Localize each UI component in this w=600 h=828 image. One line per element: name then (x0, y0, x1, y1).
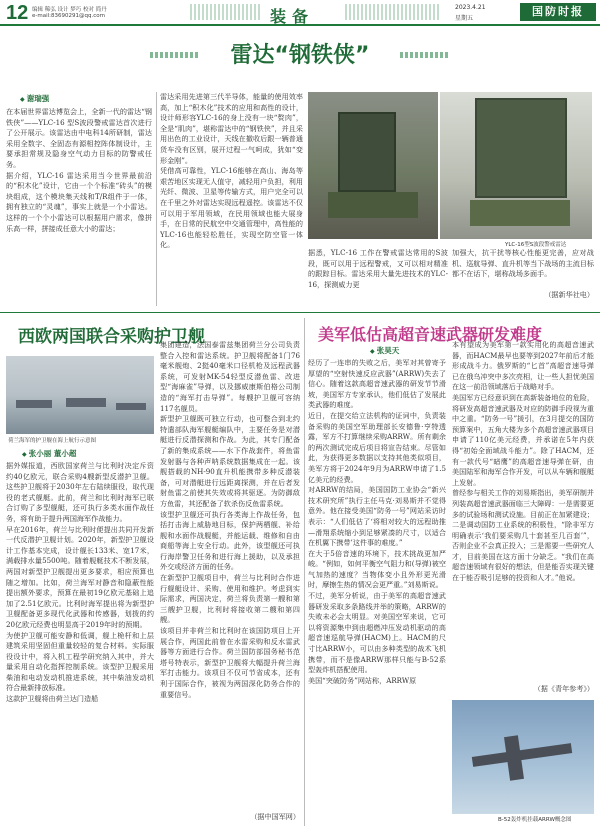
header-decoration (190, 4, 260, 20)
article3-column-1: 经历了一连串的失败之后，美军对其曾寄予厚望的“空射快速反应武器”(ARRW)失去了信心。随着这款高超音速武器的研发节节滑坡，美国军方专家承认，他们低估了发展此类武器的难度。 近日，在提交给立法机构的证词中，负责装备采购的美国空军助理部长安德鲁·亨特透露，军方不打算继续采购ARRW。所有剩余的两次测试完成后项目将宣告结束。尽管如此，为获得更多数据以支持其他类似项目，美军方将于2024年9月为ARRW申请了1.5亿美元的经费。 对ARRW的结局，美国国防工业协会“新兴技术研究所”执行主任马克·刘易斯并不觉得意外。他在接受美国“防务一号”网站采访时表示：“人们低估了‘将相对较大的远程助推—滑翔系统缩小到足够紧凑的尺寸，以适合在机翼下携带’这件事的难度。” 在大于5倍音速的环境下，技术挑战更加严峻。“例如，如何平衡空气阻力和(导弹)被空气加热的速度？当物体变小且外形更光滑时，摩擦生热的情况会更严重。”刘易斯说。 不过，美军分析说，由于美军的高超音速武器研发采取多条路线并举的策略，ARRW的失败未必会太明显。对美国空军来说，它可以将资源集中到由超燃冲压发动机驱动的高超音速巡航导弹(HACM)上。HACM的尺寸比ARRW小，可以由多种类型的战术飞机携带，而不是像ARRW那样只能与B-52系型轰炸机搭配使用。 美国“突破防务”网站称，ARRW原 (308, 358, 446, 685)
article3-author: ◆ 张昊天 (370, 345, 399, 356)
frigate-photo (6, 356, 154, 434)
radar-photo-2 (440, 92, 592, 239)
bomber-photo (452, 700, 594, 814)
article2-title: 西欧两国联合采购护卫舰 (18, 327, 205, 347)
article1-photo-caption: YLC-16型S波段警戒雷达 (505, 242, 567, 248)
article1-author: ◆ 谢瑞强 (20, 93, 49, 104)
radar-panel (338, 112, 396, 192)
radar-truck (470, 200, 570, 226)
article2-author: ◆ 张小丽 董小超 (22, 448, 76, 459)
ship-silhouette (116, 403, 146, 410)
ship-silhouette (16, 400, 52, 408)
article2-column-1: 据外媒报道，西欧国家荷兰与比利时决定斥资约40亿欧元，联合采购4艘新型反潜护卫舰。这些护卫舰将于2030年左右陆续服役，取代现役的老式舰艇。此前，荷兰和比利时海军已联合订购了多型舰艇，还可执行多类水面作战任务，将有助于提升两国海军作战能力。 早在2016年，荷兰与比利时便提出共同开发新一代反潜护卫舰计划。2020年，新型护卫舰设计工作基本完成，设计舰长133米、宽17米，满载排水量5500吨。随着舰艇技术不断发展，两国对新型护卫舰提出更多要求，相应预算也随之增加。比如，荷兰海军对静音和隐蔽性能提出额外要求，预算在最初19亿欧元基础上追加了2.51亿欧元。比利时海军提出将为新型护卫舰配备更多现代化武器和传感器，划拨的约20亿欧元经费也明显高于2019年时的预期。 为使护卫舰可能安静和低调，舰上桅杆和上层建筑采用坚固但重量较轻的复合材料。实际服役设计中，将入机工程学研究纳入其中，并大量采用自动化指挥控制系统。该型护卫舰采用柴油和电动发动机推进系统，其中柴油发动机符合最新排放标准。 这款护卫舰将由荷兰达门造船 (6, 461, 154, 704)
article1-column-2: 雷达采用先进第三代半导体，能量的使用效率高，加上“积木化”技术的应用和高性的设计，设计师形容YLC-16的身上没有一块“赘肉”，全是“肌肉”，堪称雷达中的“钢铁侠”，并且采用出色的工业设计，天线在撤收后跟一辆普通货车没有区别，展开过程一气呵成，犹如“变形金刚”。 凭借高可靠性，YLC-16能够在高山、海岛等艰苦地区实现无人值守，减轻用户负担，利用光纤、微波、卫星等传输方式，用户完全可以在千里之外对雷达实现远程遥控。该雷达不仅可以用于军用领域，在民用领域也能大展身手，在日常的民航空中交通管理中，高性能的YLC-16也能轻松胜任，实现空防空管一体化。 (160, 92, 303, 250)
radar-panel (475, 98, 567, 198)
article2-photo-caption: 荷兰海军的护卫舰在海上航行示意图 (8, 438, 97, 444)
page-number: 12 (6, 2, 29, 24)
ship-silhouette (66, 398, 106, 407)
radar-truck (328, 192, 418, 218)
column-divider (304, 318, 305, 826)
radar-photo-1 (308, 92, 438, 239)
article3-title: 美军低估高超音速武器研发难度 (318, 325, 543, 344)
section-divider (0, 312, 600, 313)
bomber-silhouette (472, 743, 572, 767)
article1-column-3: 据悉，YLC-16 工作在警戒雷达常用的S波段，既可以用于远程警戒，又可以相对精准的跟踪目标。雷达采用大量先进技术的YLC-16，探测威力更 (308, 248, 448, 289)
article1-source: （据新华社电） (544, 290, 594, 299)
issue-date: 2023.4.21 (455, 4, 486, 11)
article3-column-2: 本有望成为美军第一款实用化的高超音速武器，而HACM最早也要等到2027年前后才能形成战斗力。俄罗斯的“匕首”高超音速导弹已在俄乌冲突中多次亮相，让一些人担忧美国在这一前沿领域落后于战略对手。 美国军方已经意识到在高新装备地位的危险，将研发高超音速武器及对应的防御手段视为重中之重。“防务一号”援引，在3月提交的国防预算案中，五角大楼为多个高超音速武器项目申请了110亿美元经费，并承诺在5年内获得“初始全面域战斗能力”。除了HACM，还有一款代号“暗鹰”的高超音速导弹在研，由美国陆军和海军合作开发，可以从车辆和舰艇上发射。 曾经参与相关工作的刘易斯指出，美军研制并列装高超音速武器面临三大障碍：一是需要更多的试验场和测试设施。目前正在加紧建设；二是调动国防工业系统的积极性，“除非军方明确表示‘我们要采购几十套甚至几百套’”，否则企业不会真正投入；三是需要一些研究人才，目前美国在这方面十分缺乏。“我们在高超音速领域有很好的想法，但是能否实现关键在于能否吸引足够的投资和人才。”他说。 (452, 340, 594, 583)
article2-source: （据中国军网） (250, 812, 300, 821)
email-line: e-mail:83690291@qq.com (32, 13, 105, 19)
article1-title: 雷达“钢铁侠” (230, 43, 370, 68)
editor-line: 编辑 稀弘 设计 梦巧 校对 简丹 (32, 7, 107, 13)
bomber-wing (504, 735, 524, 781)
article1-column-1: 在本届世界雷达博览会上，全新一代的雷达“钢铁侠”——YLC-16 型S波段警戒雷达首次进行了公开展示。该雷达由中电科14所研制，雷达采用全数字、全固态有源相控阵体制设计，主要承担常规及隐身空气动力目标的防警戒任务。 据介绍，YLC-16 雷达采用当今世界最前沿的“积木化”设计，它由一个个标准“砖头”的模块组成，这个模块集天线和T/R组件于一体，拥有独立的“灵魂”，事实上就是一个小雷达。这样的一个个小雷达可以根据用户需求，像拼乐高一样，拼接成任意大小的雷达； (6, 107, 152, 233)
section-name: 装备 (270, 7, 315, 26)
header-decoration (345, 4, 440, 20)
column-divider (156, 92, 157, 306)
article2-column-2: 集团建造，法国泰雷兹集团荷兰分公司负责整合入控和雷达系统。护卫舰将配备1门76毫米舰炮、2挺40毫米口径机枪及远程武器系统，可发射MK-54轻型反潜鱼雷、改进型“海麻雀”导弹，以及挪威康斯伯格公司制造的“海军打击导弹”。每艘护卫舰可容纳117名舰员。 新型护卫舰既可独立行动，也可整合到北约特遣部队海军舰艇编队中，主要任务是对潜艇进行反潜探测和作战。为此，其专门配备了新的集成系统——水下作战套件，将鱼雷发射器与各种声呐系统数据集成在一起。该舰搭载的NH-90直升机能携带多种反潜装备，可对潜艇进行远距离探测，并在后者发射鱼雷之前使其失效或将其驱逐。为防御敌方鱼雷，其还配备了软杀伤反鱼雷系统。 该型护卫舰还可执行各类海上作战任务，包括打击海上威胁地目标，保护两栖舰、补给舰和水面作战舰艇，并能运载、维修和自由商船等海上安全行动。此外，该型舰还可执行海岸警卫任务和进行海上援助，以及承担外交或经济方面的任务。 在新型护卫舰项目中，荷兰与比利时合作进行舰艇设计、采购、使用和维护。考虑到实际需求，两国决定，荷兰将负责第一艘和第三艘护卫舰，比利时将接收第二艘和第四艘。 该项目并非荷兰和比利时在该国防项目上开展合作，两国此前曾在水雷采购和反水雷武器等方面进行合作。荷兰国防部国务秘书范塔号特表示，新型护卫舰将大幅提升荷兰海军打击能力。该项目不仅可节省成本，还有利于国际合作，被视为两国深化防务合作的重要信号。 (160, 340, 300, 699)
article3-source: （据《青年参考》） (533, 684, 594, 693)
article1-column-4: 加强大，抗干扰等核心性能更完善，应对战机、巡航导弹、直升机等当下战场的主流目标都不在话下，堪称战场多面手。 (452, 248, 594, 279)
newspaper-logo: 国防时报 (520, 3, 596, 21)
article3-photo-caption: B-52轰炸机挂载ARRW概念图 (498, 817, 572, 823)
issue-weekday: 星期五 (455, 15, 474, 22)
